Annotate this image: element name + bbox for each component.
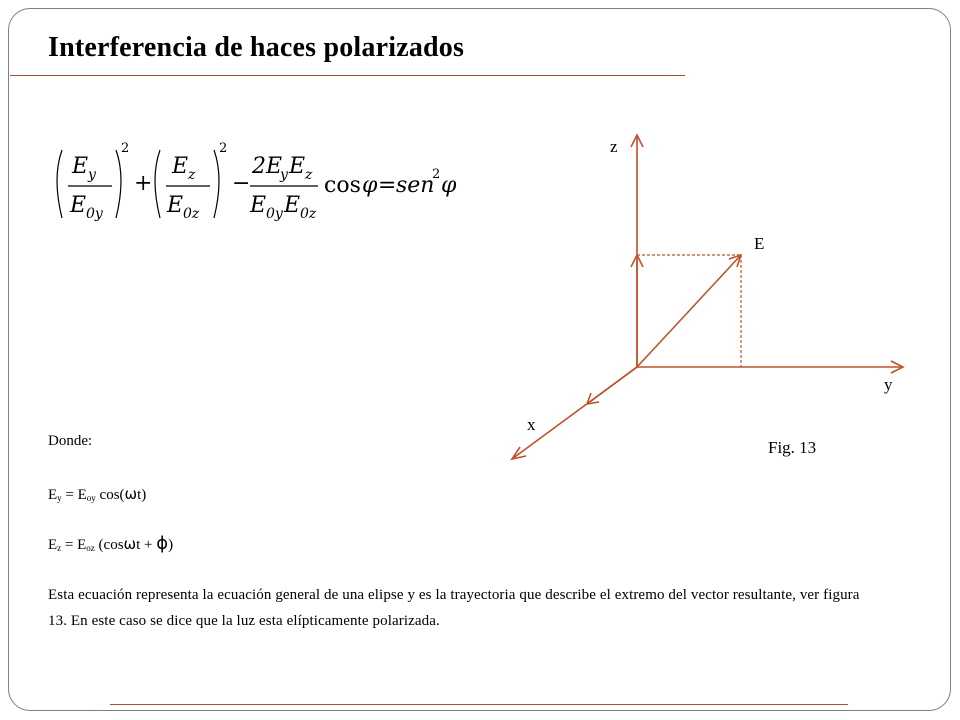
ey-cos: cos(: [95, 487, 125, 503]
donde-label: Donde:: [48, 433, 93, 449]
ez-equation: [48, 533, 173, 554]
term2-denominator-sub: 0z: [183, 206, 200, 222]
ez-rhs-sub: oz: [86, 543, 95, 553]
paren-left-1: [57, 150, 62, 218]
polarization-figure: [500, 125, 920, 470]
x-axis-label: x: [527, 415, 536, 434]
term3-denominator-b: E: [284, 193, 301, 218]
ez-lhs: E: [48, 537, 58, 553]
ez-cos: (cos: [94, 537, 124, 553]
figure-caption: Fig. 13: [768, 438, 817, 457]
ez-equals: = E: [61, 537, 87, 553]
term3-denominator-sub1: 0y: [266, 206, 283, 222]
term3-numerator: 2E: [252, 154, 283, 179]
plus-sign: +: [134, 171, 153, 196]
title-divider: [10, 75, 685, 76]
ez-lhs-sub: z: [57, 543, 62, 553]
ey-lhs-sub: y: [57, 493, 62, 503]
cos-text: cos: [324, 173, 361, 198]
paren-right-1: [116, 150, 121, 218]
paren-right-2: [214, 150, 219, 218]
term3-numerator-sub1: y: [280, 167, 288, 183]
slide-title: Interferencia de haces polarizados: [48, 32, 465, 63]
ey-omega: ω: [124, 485, 138, 503]
ey-equation: [48, 485, 146, 504]
paren-left-2: [155, 150, 160, 218]
term3-denominator-sub2: 0z: [300, 206, 317, 222]
ez-omega: ω: [123, 535, 137, 553]
phi-symbol: φ: [362, 173, 378, 198]
explanation-paragraph: Esta ecuación representa la ecuación general de una elipse y es la trayectoria que describe el extremo del vector resultante, ver figura 13. En este caso se dice que la luz esta elípticamente polarizada.: [48, 587, 860, 629]
resultant-vector: [637, 255, 741, 367]
bottom-divider: [110, 704, 848, 705]
ez-mid: t +: [136, 537, 157, 553]
ez-phi: ϕ: [156, 533, 169, 554]
term3-numerator-mid: E: [289, 154, 306, 179]
term1-denominator-sub: 0y: [86, 206, 103, 222]
term2-exponent: 2: [219, 141, 228, 156]
term1-exponent: 2: [121, 141, 130, 156]
minus-sign: −: [232, 171, 251, 196]
term1-denominator: E: [70, 193, 87, 218]
term2-numerator: E: [172, 154, 189, 179]
ez-tail: ): [168, 537, 174, 553]
equals-sign: =: [378, 173, 397, 198]
z-axis-label: z: [610, 137, 618, 156]
term3-denominator-a: E: [250, 193, 267, 218]
ey-rhs-sub: oy: [86, 493, 96, 503]
x-component: [587, 367, 637, 404]
ey-lhs: E: [48, 487, 58, 503]
phi-symbol-2: φ: [441, 173, 457, 198]
vector-e-label: E: [754, 234, 765, 253]
sen-exponent: 2: [432, 167, 441, 182]
term1-numerator-sub: y: [88, 167, 96, 183]
term2-numerator-sub: z: [188, 167, 196, 183]
ey-tail: t): [137, 487, 147, 503]
term2-denominator: E: [167, 193, 184, 218]
ellipse-equation: [48, 128, 478, 228]
term3-numerator-sub2: z: [305, 167, 313, 183]
term1-numerator: E: [72, 154, 89, 179]
axes-diagram: [500, 125, 920, 470]
ey-equals: = E: [61, 487, 87, 503]
y-axis-label: y: [884, 375, 893, 394]
sen-text: sen: [396, 173, 435, 198]
